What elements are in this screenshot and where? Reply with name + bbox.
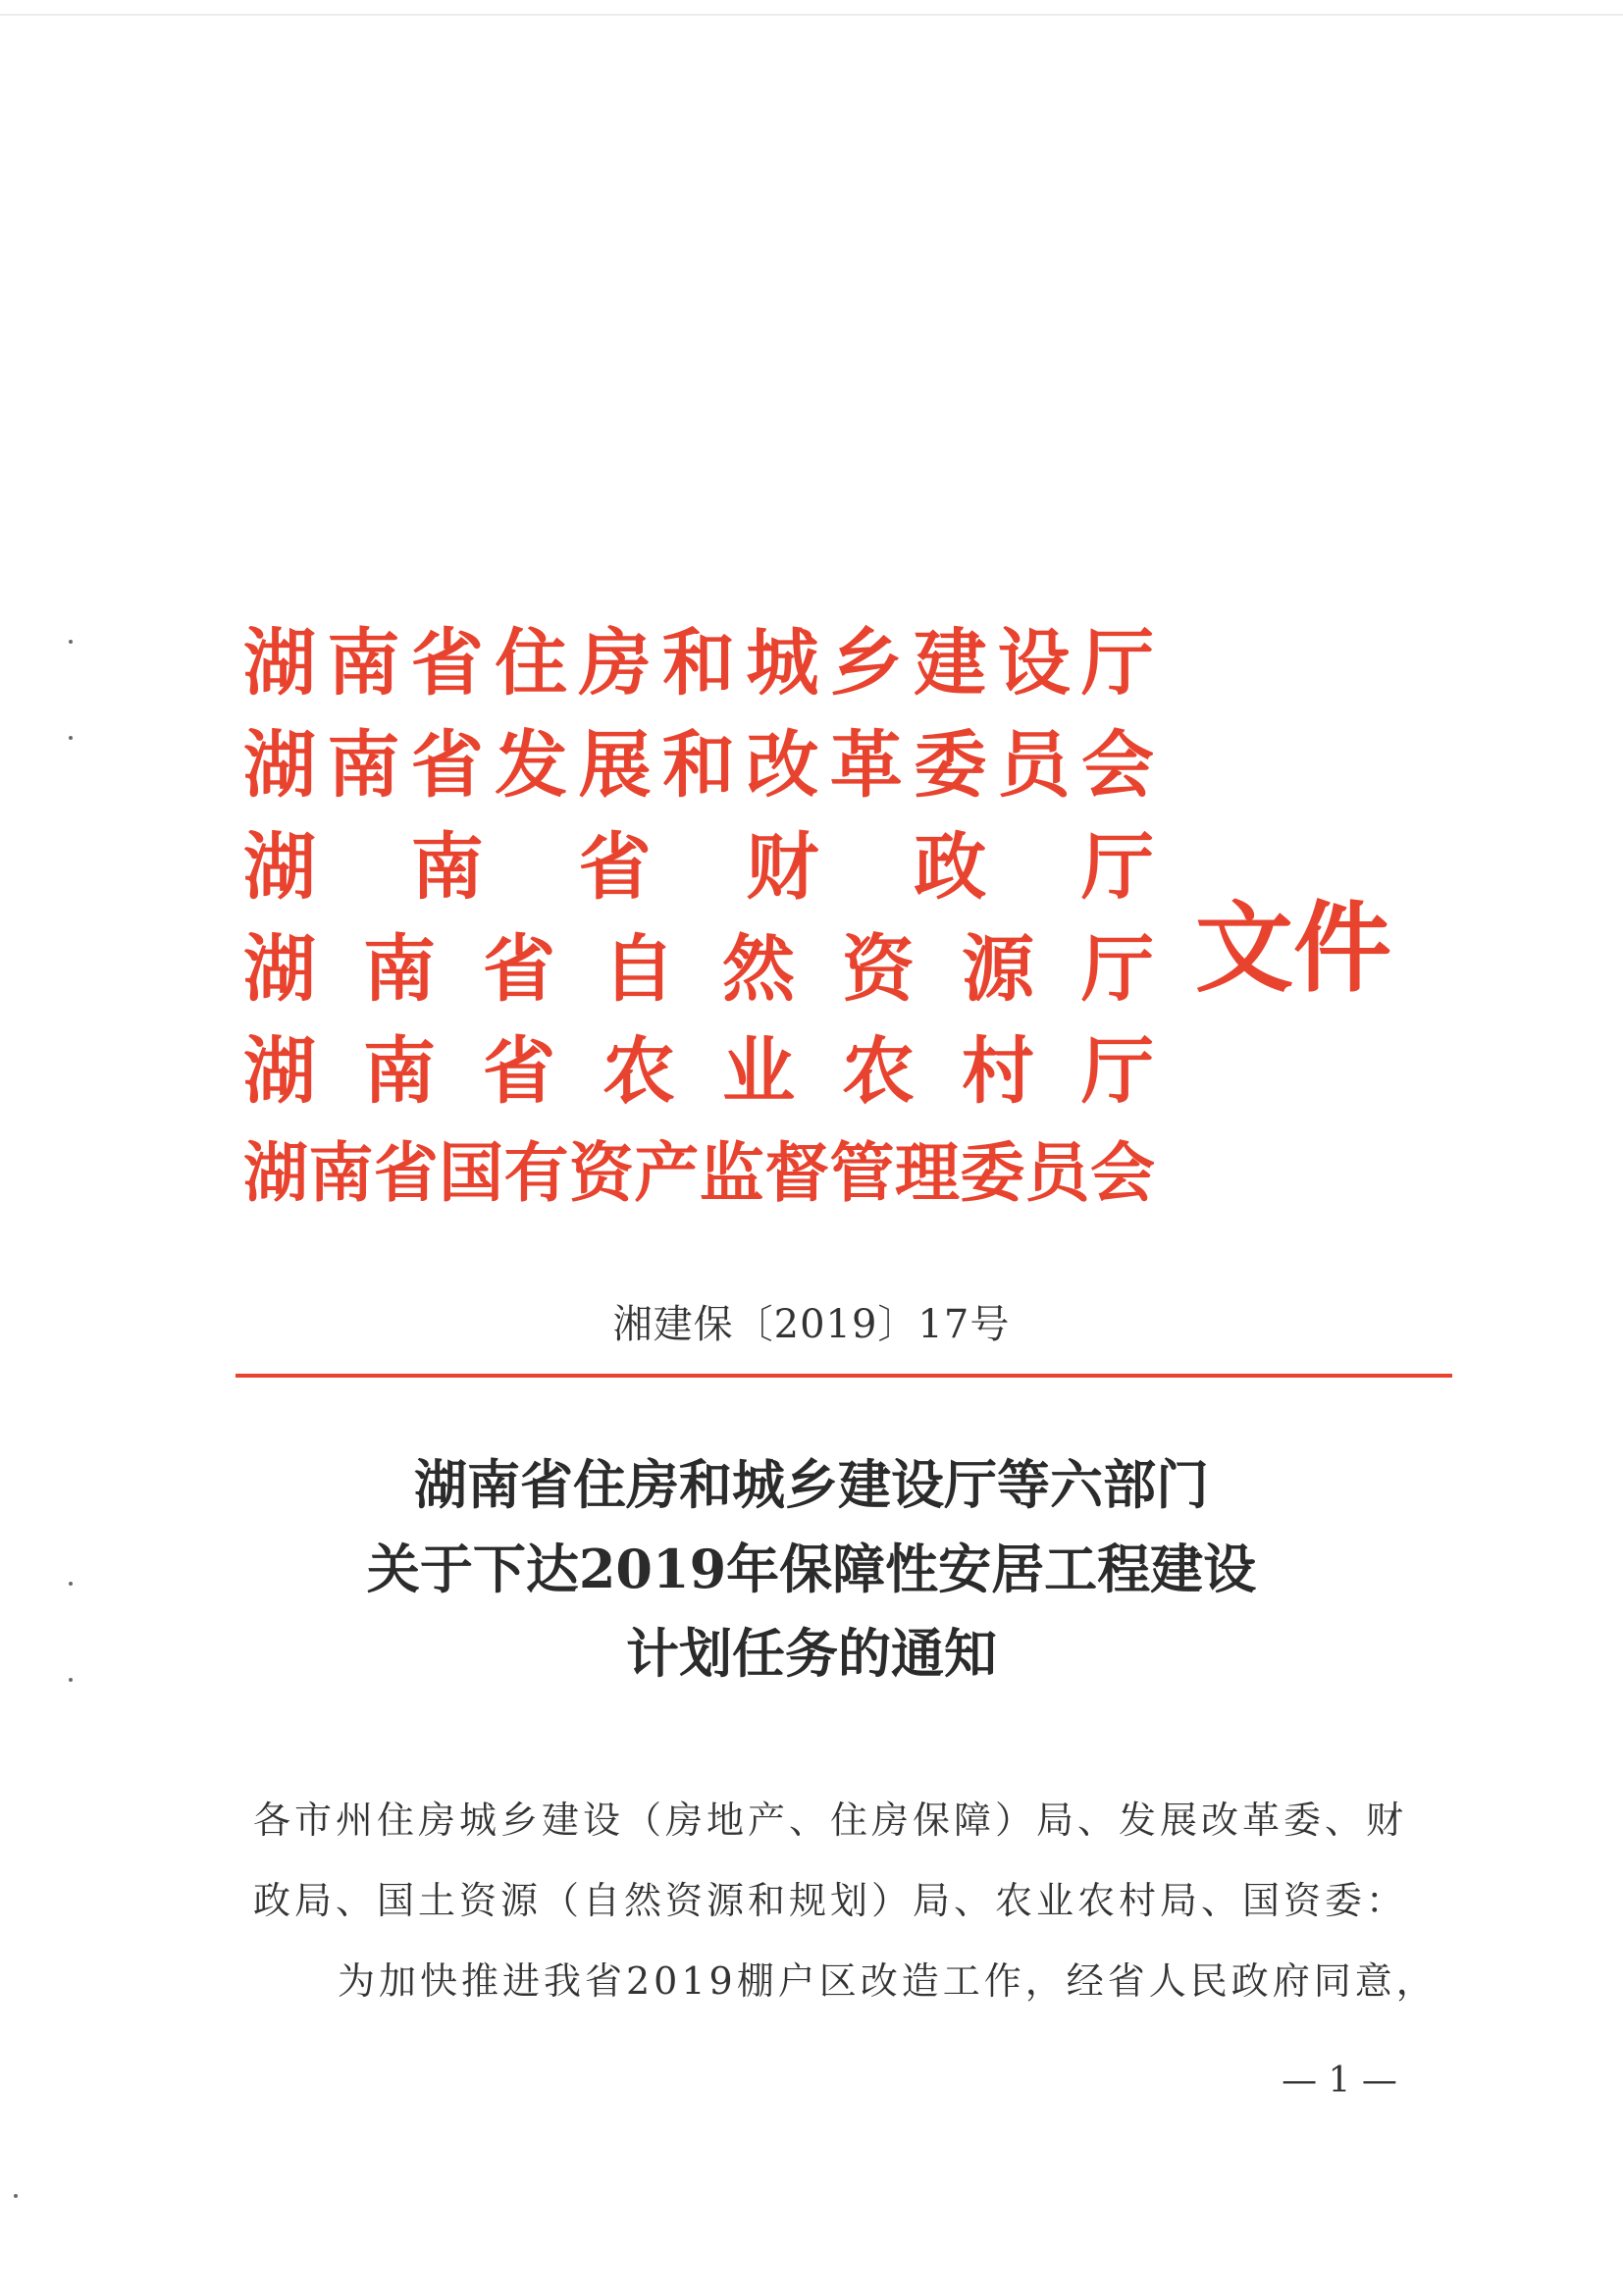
issuer-line: 湖南省自然资源厅 bbox=[243, 927, 1154, 1012]
scan-edge bbox=[0, 14, 1623, 16]
issuer-line: 湖南省国有资产监督管理委员会 bbox=[243, 1135, 1154, 1211]
issuing-authorities bbox=[243, 612, 1156, 1225]
issuer-line: 湖南省住房和城乡建设厅 bbox=[243, 621, 1154, 705]
page-number: — 1 — bbox=[1282, 2061, 1397, 2101]
document-body bbox=[253, 1780, 1450, 2021]
document-title bbox=[0, 1442, 1623, 1696]
title-line: 关于下达2019年保障性安居工程建设 bbox=[366, 1538, 1257, 1600]
title-line: 湖南省住房和城乡建设厅等六部门 bbox=[414, 1453, 1209, 1516]
scan-speck bbox=[69, 1582, 73, 1586]
addressee-line: 政局、国土资源（自然资源和规划）局、农业农村局、国资委： bbox=[253, 1879, 1408, 1922]
addressee-line: 各市州住房城乡建设（房地产、住房保障）局、发展改革委、财 bbox=[253, 1799, 1408, 1842]
document-number: 湘建保〔2019〕17号 bbox=[612, 1302, 1011, 1347]
document-kind-label: 文件 bbox=[1195, 891, 1391, 1006]
issuer-line: 湖南省发展和改革委员会 bbox=[243, 723, 1154, 808]
scan-speck bbox=[69, 736, 73, 740]
scan-speck bbox=[69, 640, 73, 644]
scan-speck bbox=[14, 2194, 18, 2198]
issuer-line: 湖南省财政厅 bbox=[243, 825, 1154, 910]
issuer-line: 湖南省农业农村厅 bbox=[243, 1029, 1154, 1114]
paragraph-line: 为加快推进我省2019棚户区改造工作，经省人民政府同意， bbox=[338, 1959, 1438, 2003]
red-divider bbox=[236, 1374, 1452, 1378]
scan-speck bbox=[69, 1678, 73, 1682]
title-line: 计划任务的通知 bbox=[626, 1622, 997, 1685]
